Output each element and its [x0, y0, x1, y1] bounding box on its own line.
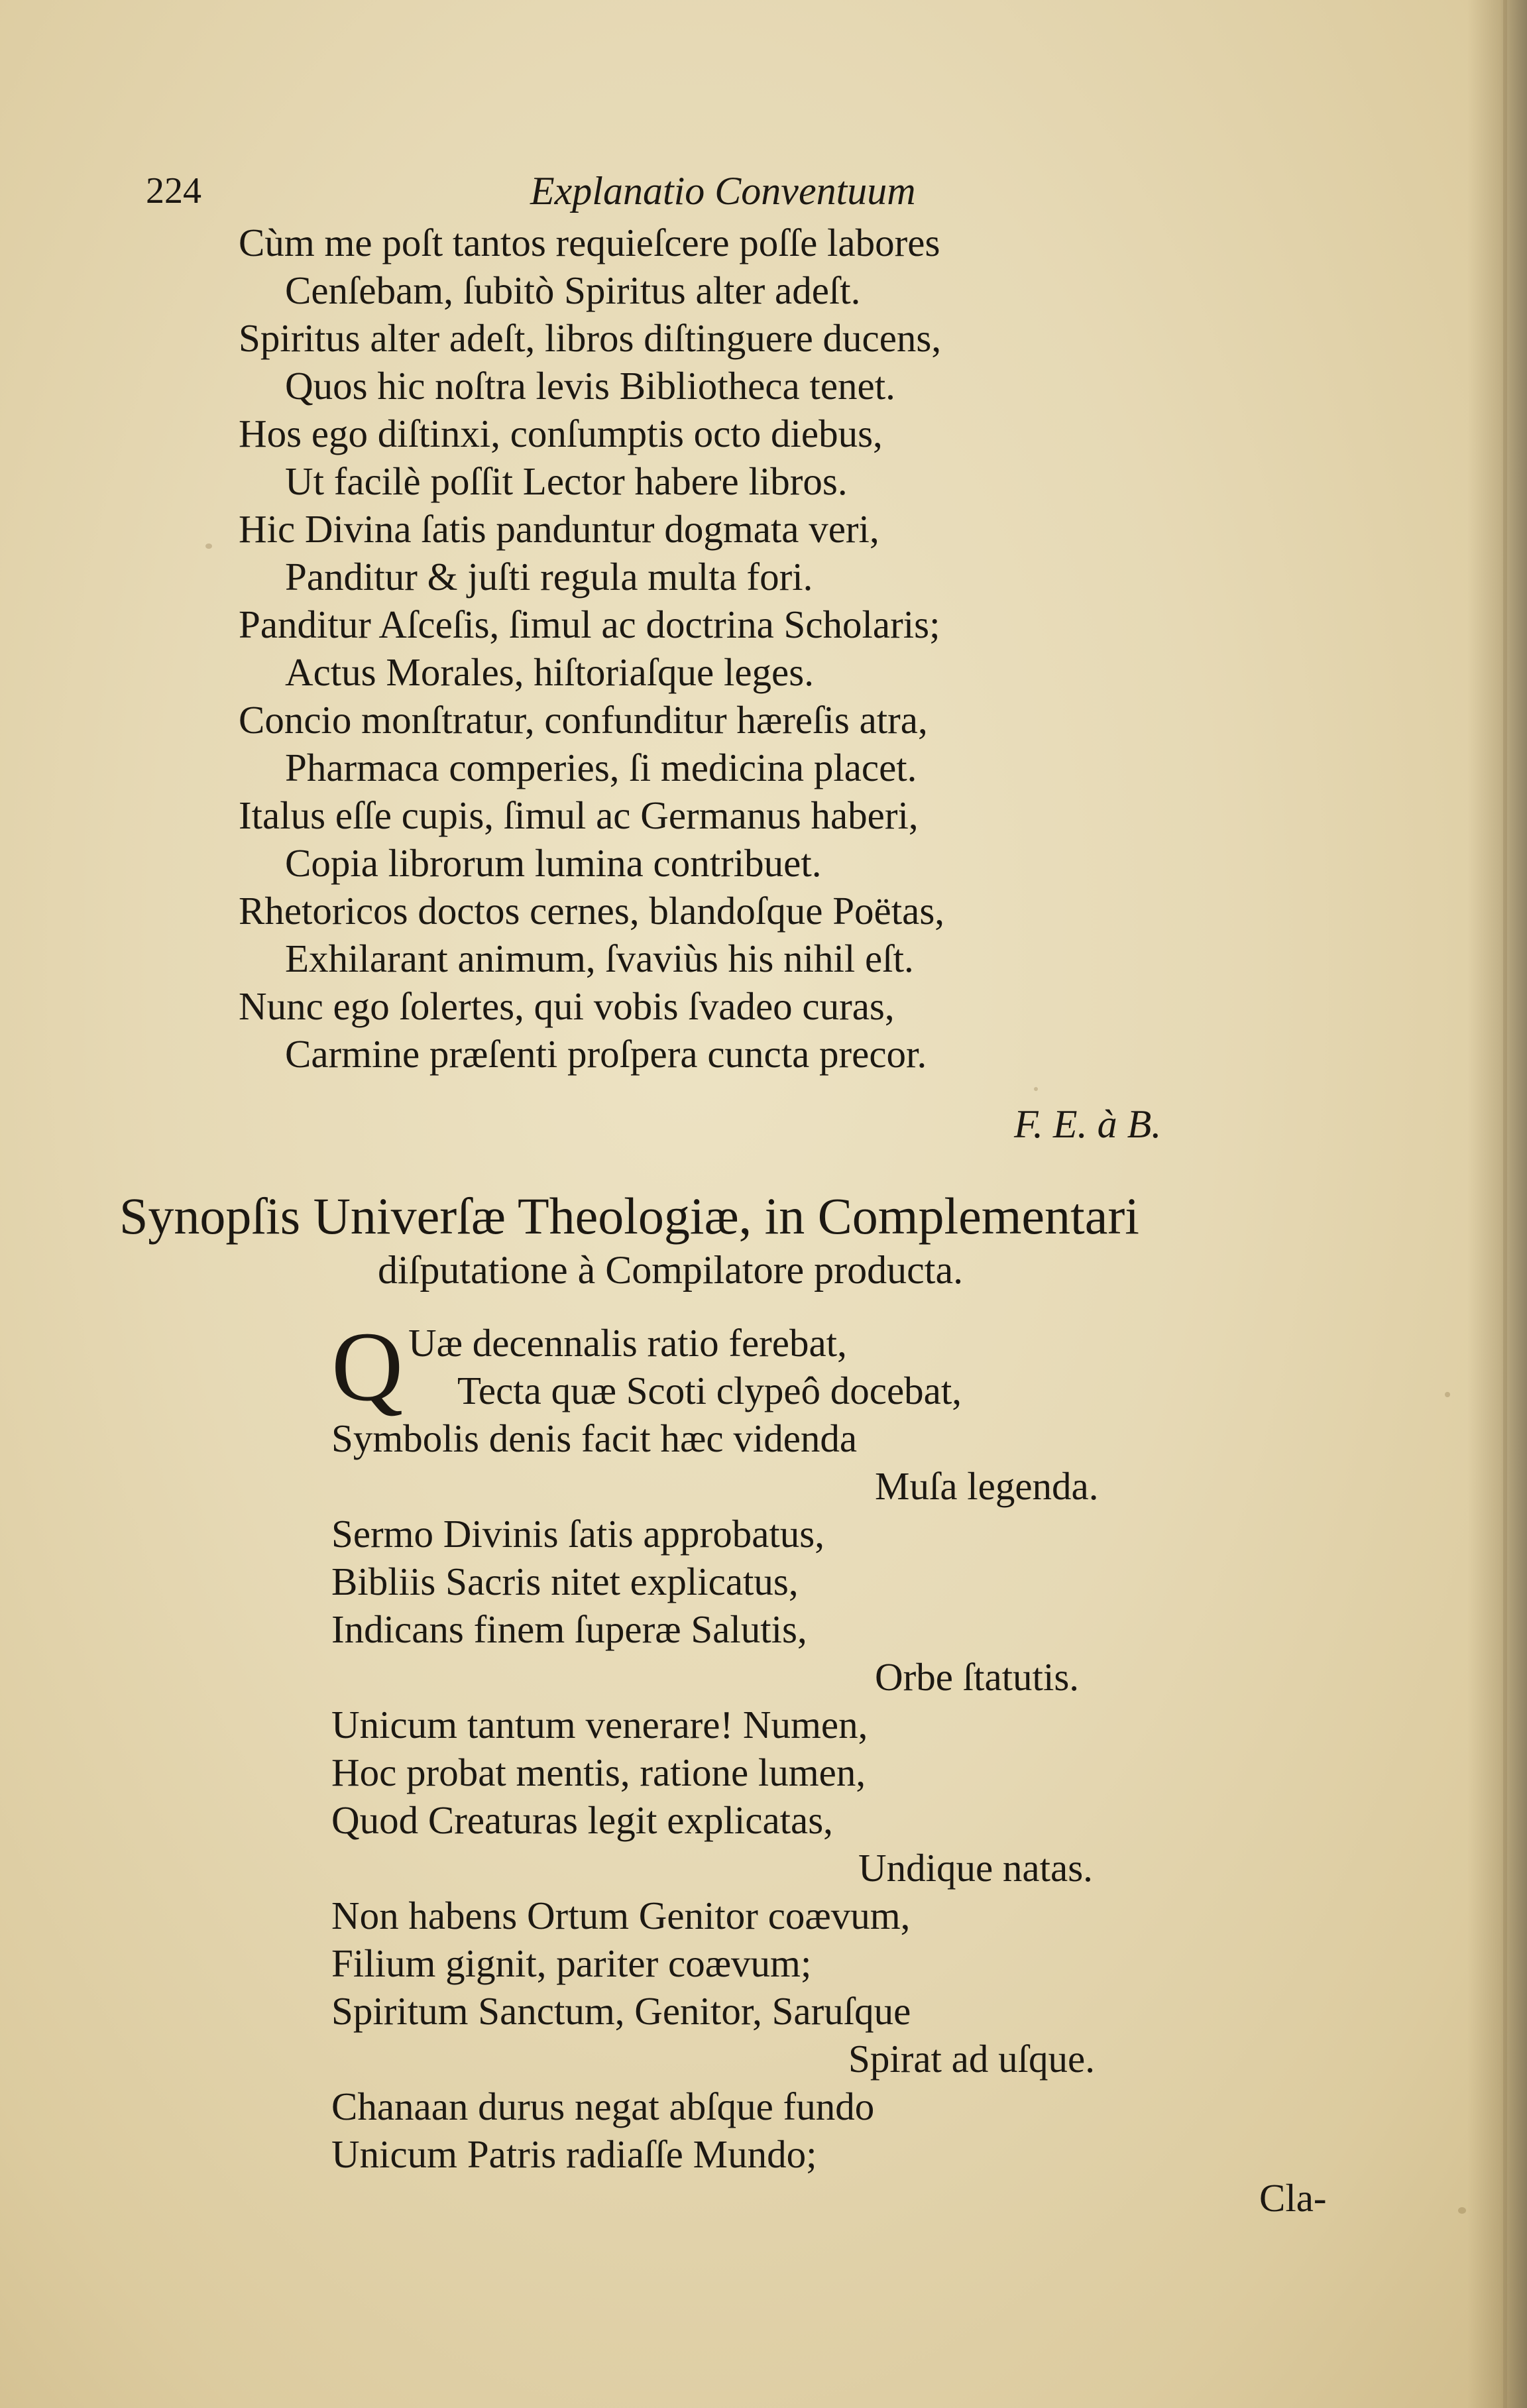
verse-line: Hic Divina ſatis panduntur dogmata veri,	[239, 507, 879, 551]
verse-line: Rhetoricos doctos cernes, blandoſque Poëtas,	[239, 889, 945, 933]
verse-line: Pharmaca comperies, ſi medicina placet.	[285, 746, 917, 789]
verse-line: Tecta quæ Scoti clypeô docebat,	[457, 1369, 962, 1412]
verse-line: Exhilarant animum, ſvaviùs his nihil eſt.	[285, 937, 914, 980]
paper-spot	[1458, 2207, 1466, 2214]
author-signature: F. E. à B.	[1014, 1102, 1162, 1146]
page-edge-shadow	[1467, 0, 1527, 2408]
drop-cap-letter: Q	[331, 1312, 404, 1422]
verse-line: Uæ decennalis ratio ferebat,	[408, 1321, 847, 1365]
verse-line: Ut facilè poſſit Lector habere libros.	[285, 459, 848, 503]
paper-spot	[205, 544, 212, 549]
verse-line: Bibliis Sacris nitet explicatus,	[331, 1560, 799, 1603]
section-title: Synopſis Univerſæ Theologiæ, in Complementari	[119, 1187, 1139, 1245]
verse-line: Panditur & juſti regula multa fori.	[285, 555, 813, 599]
verse-line: Cenſebam, ſubitò Spiritus alter adeſt.	[285, 268, 861, 312]
adonic-line: Orbe ſtatutis.	[875, 1655, 1080, 1699]
page-number: 224	[146, 170, 201, 211]
verse-line: Non habens Ortum Genitor coævum,	[331, 1894, 911, 1937]
adonic-line: Undique natas.	[858, 1846, 1093, 1890]
verse-line: Indicans finem ſuperæ Salutis,	[331, 1607, 807, 1651]
verse-line: Panditur Aſceſis, ſimul ac doctrina Scholaris;	[239, 602, 940, 646]
verse-line: Unicum Patris radiaſſe Mundo;	[331, 2132, 817, 2176]
page-header	[146, 164, 1272, 217]
paper-spot	[1445, 1392, 1450, 1397]
verse-line: Sermo Divinis ſatis approbatus,	[331, 1512, 824, 1556]
adonic-line: Spirat ad uſque.	[848, 2037, 1095, 2081]
poem-synopsis	[331, 1312, 1193, 2178]
page-edge-fold	[1503, 0, 1507, 2408]
verse-line: Chanaan durus negat abſque fundo	[331, 2085, 875, 2128]
verse-line: Cùm me poſt tantos requieſcere poſſe labores	[239, 221, 940, 264]
adonic-line: Muſa legenda.	[875, 1464, 1099, 1508]
verse-line: Symbolis denis facit hæc videnda	[331, 1416, 858, 1460]
opening-stanza	[331, 1312, 1193, 1422]
verse-line: Hos ego diſtinxi, conſumptis octo diebus,	[239, 412, 883, 455]
verse-line: Quos hic noſtra levis Bibliotheca tenet.	[285, 364, 895, 408]
running-head: Explanatio Conventuum	[530, 169, 916, 213]
verse-line: Actus Morales, hiſtoriaſque leges.	[285, 650, 814, 694]
verse-line: Carmine præſenti proſpera cuncta precor.	[285, 1032, 927, 1076]
paper-spot	[1034, 1087, 1038, 1091]
verse-line: Copia librorum lumina contribuet.	[285, 841, 822, 885]
verse-line: Filium gignit, pariter coævum;	[331, 1941, 812, 1985]
verse-line: Spiritum Sanctum, Genitor, Saruſque	[331, 1989, 911, 2033]
catchword: Cla-	[1259, 2176, 1327, 2220]
verse-line: Concio monſtratur, confunditur hæreſis atra,	[239, 698, 928, 742]
verse-line: Quod Creaturas legit explicatas,	[331, 1798, 833, 1842]
verse-line: Unicum tantum venerare! Numen,	[331, 1703, 868, 1747]
section-subtitle: diſputatione à Compilatore producta.	[378, 1248, 964, 1292]
verse-line: Hoc probat mentis, ratione lumen,	[331, 1750, 866, 1794]
verse-line: Italus eſſe cupis, ſimul ac Germanus haberi,	[239, 793, 919, 837]
verse-line: Nunc ego ſolertes, qui vobis ſvadeo curas,	[239, 984, 895, 1028]
verse-line: Spiritus alter adeſt, libros diſtinguere ducens,	[239, 316, 942, 360]
poem-epigram	[239, 219, 1200, 1078]
